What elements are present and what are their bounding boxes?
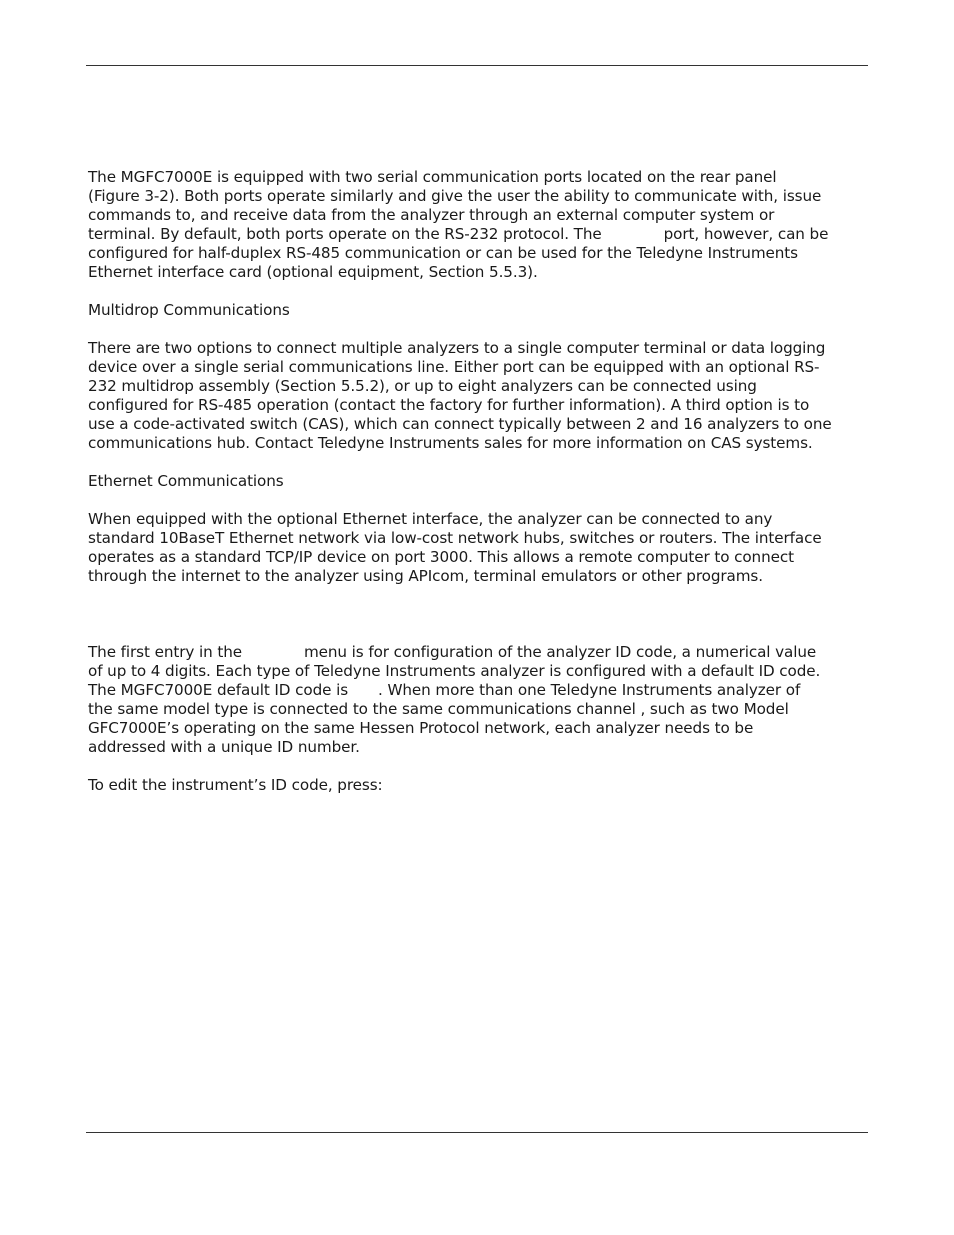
text-line: of up to 4 digits. Each type of Teledyne Instruments analyzer is configured with a default ID code. (88, 662, 821, 680)
text-line: commands to, and receive data from the analyzer through an external computer system or (88, 206, 775, 224)
text-line (88, 225, 878, 244)
text-line: configured for RS-485 operation (contact the factory for further information). A third option is to (88, 396, 810, 414)
edit-id-instruction: To edit the instrument’s ID code, press: (88, 776, 383, 794)
text-fragment: menu is for configuration of the analyzer ID code, a numerical value (303, 643, 817, 661)
text-line: The MGFC7000E is equipped with two serial communication ports located on the rear panel (88, 168, 777, 186)
header-rule (86, 65, 868, 66)
text-line: standard 10BaseT Ethernet network via low-cost network hubs, switches or routers. The interface (88, 529, 822, 547)
text-line: When equipped with the optional Ethernet interface, the analyzer can be connected to any (88, 510, 773, 528)
document-body (88, 168, 878, 795)
text-line: device over a single serial communications line. Either port can be equipped with an optional RS- (88, 358, 820, 376)
id-code-paragraph (88, 643, 878, 757)
text-line: There are two options to connect multiple analyzers to a single computer terminal or data logging (88, 339, 826, 357)
ethernet-heading: Ethernet Communications (88, 472, 284, 490)
text-line: configured for half-duplex RS-485 communication or can be used for the Teledyne Instruments (88, 244, 798, 262)
text-fragment: The first entry in the (88, 643, 242, 661)
text-line: (Figure 3-2). Both ports operate similarly and give the user the ability to communicate with, issue (88, 187, 822, 205)
text-line (88, 643, 878, 662)
text-line: use a code-activated switch (CAS), which can connect typically between 2 and 16 analyzers to one (88, 415, 832, 433)
text-fragment: port, however, can be (663, 225, 829, 243)
ethernet-paragraph (88, 510, 878, 586)
text-fragment: The MGFC7000E default ID code is (88, 681, 349, 699)
footer-rule (86, 1132, 868, 1133)
text-line: addressed with a unique ID number. (88, 738, 360, 756)
serial-ports-paragraph (88, 168, 878, 282)
text-fragment: terminal. By default, both ports operate on the RS-232 protocol. The (88, 225, 602, 243)
text-line: the same model type is connected to the same communications channel , such as two Model (88, 700, 789, 718)
text-line: through the internet to the analyzer using APIcom, terminal emulators or other programs. (88, 567, 763, 585)
text-line: 232 multidrop assembly (Section 5.5.2), or up to eight analyzers can be connected using (88, 377, 757, 395)
multidrop-heading: Multidrop Communications (88, 301, 290, 319)
text-line: communications hub. Contact Teledyne Instruments sales for more information on CAS systems. (88, 434, 813, 452)
text-line: operates as a standard TCP/IP device on port 3000. This allows a remote computer to connect (88, 548, 794, 566)
text-line: GFC7000E’s operating on the same Hessen Protocol network, each analyzer needs to be (88, 719, 754, 737)
multidrop-paragraph (88, 339, 878, 453)
text-fragment: . When more than one Teledyne Instruments analyzer of (378, 681, 801, 699)
text-line: Ethernet interface card (optional equipment, Section 5.5.3). (88, 263, 538, 281)
text-line (88, 681, 878, 700)
